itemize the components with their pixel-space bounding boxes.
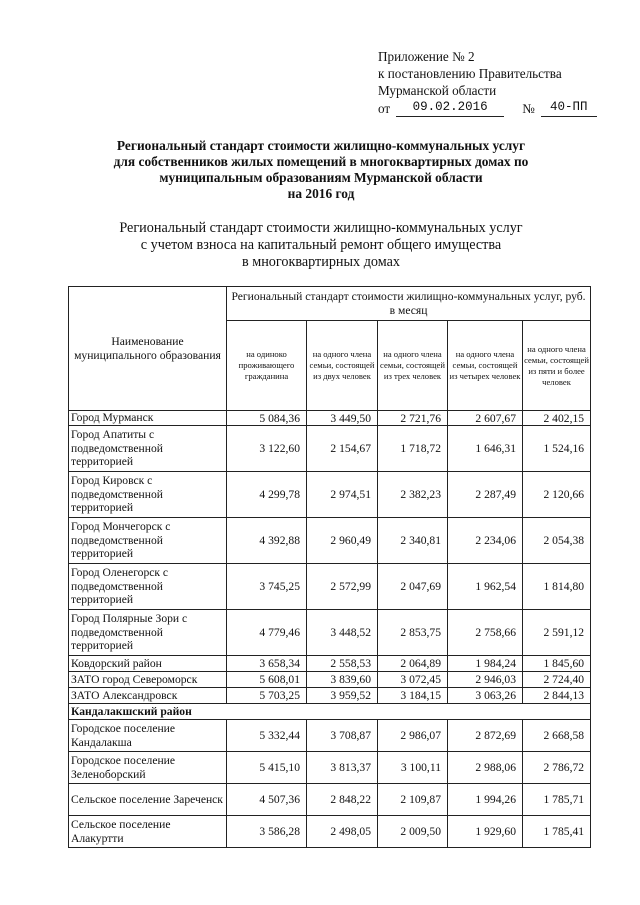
row-name: Город Апатиты с подведомственной территорией: [69, 426, 227, 472]
cell-value: 2 054,38: [523, 518, 591, 564]
header-col-two: на одного члена семьи, состоящей из двух человек: [307, 321, 378, 411]
cell-value: 2 974,51: [307, 472, 378, 518]
cell-value: 3 708,87: [307, 720, 378, 752]
row-name: Ковдорский район: [69, 656, 227, 672]
cell-value: 2 721,76: [378, 411, 448, 426]
table-row: [69, 720, 591, 752]
row-name: ЗАТО Александровск: [69, 688, 227, 704]
cell-value: 1 646,31: [448, 426, 523, 472]
document-subtitle: [70, 220, 572, 271]
table-row: [69, 610, 591, 656]
cell-value: 5 608,01: [227, 672, 307, 688]
cell-value: 2 572,99: [307, 564, 378, 610]
cell-value: 4 507,36: [227, 784, 307, 816]
cell-value: 2 064,89: [378, 656, 448, 672]
cell-value: 2 960,49: [307, 518, 378, 564]
row-name: Город Кировск с подведомственной территорией: [69, 472, 227, 518]
row-name: Городское поселение Зеленоборский: [69, 752, 227, 784]
header-col-five: на одного члена семьи, состоящей из пяти и более человек: [523, 321, 591, 411]
appendix-line1: Приложение № 2: [378, 49, 475, 64]
cell-value: 3 745,25: [227, 564, 307, 610]
cell-value: 1 524,16: [523, 426, 591, 472]
from-label: от: [378, 101, 391, 116]
row-name: ЗАТО город Североморск: [69, 672, 227, 688]
row-name: Сельское поселение Алакуртти: [69, 816, 227, 848]
table-row: [69, 426, 591, 472]
header-col-four: на одного члена семьи, состоящей из четырех человек: [448, 321, 523, 411]
cell-value: 2 382,23: [378, 472, 448, 518]
cell-value: 2 986,07: [378, 720, 448, 752]
cell-value: 2 607,67: [448, 411, 523, 426]
cell-value: 3 122,60: [227, 426, 307, 472]
group-row-kandalaksha: Кандалакшский район: [69, 704, 591, 720]
cell-value: 1 994,26: [448, 784, 523, 816]
cell-value: 2 988,06: [448, 752, 523, 784]
table-row: [69, 688, 591, 704]
cell-value: 2 558,53: [307, 656, 378, 672]
cell-value: 4 779,46: [227, 610, 307, 656]
cell-value: 1 718,72: [378, 426, 448, 472]
cell-value: 4 299,78: [227, 472, 307, 518]
cell-value: 2 498,05: [307, 816, 378, 848]
header-col-single: на одиноко проживающего гражданина: [227, 321, 307, 411]
cell-value: 2 287,49: [448, 472, 523, 518]
subtitle-line1: Региональный стандарт стоимости жилищно-коммунальных услуг: [119, 220, 523, 236]
title-line2: для собственников жилых помещений в многоквартирных домах по: [113, 154, 529, 169]
cell-value: 5 332,44: [227, 720, 307, 752]
appendix-date-row: [378, 99, 628, 117]
table-row: [69, 518, 591, 564]
cell-value: 2 668,58: [523, 720, 591, 752]
cell-value: 2 234,06: [448, 518, 523, 564]
cell-value: 2 047,69: [378, 564, 448, 610]
cell-value: 1 785,71: [523, 784, 591, 816]
cell-value: 3 448,52: [307, 610, 378, 656]
cell-value: 2 009,50: [378, 816, 448, 848]
cell-value: 5 415,10: [227, 752, 307, 784]
appendix-block: [378, 48, 628, 117]
cell-value: 2 724,40: [523, 672, 591, 688]
table-row: [69, 656, 591, 672]
appendix-line2: к постановлению Правительства: [378, 66, 562, 81]
cell-value: 1 984,24: [448, 656, 523, 672]
cell-value: 2 154,67: [307, 426, 378, 472]
decree-number: 40-ПП: [541, 99, 597, 117]
cell-value: 5 084,36: [227, 411, 307, 426]
cell-value: 2 844,13: [523, 688, 591, 704]
table-row: [69, 816, 591, 848]
cell-value: 3 063,26: [448, 688, 523, 704]
title-line1: Региональный стандарт стоимости жилищно-коммунальных услуг: [116, 138, 526, 153]
cell-value: 2 848,22: [307, 784, 378, 816]
cell-value: 2 109,87: [378, 784, 448, 816]
subtitle-line3: в многоквартирных домах: [241, 254, 401, 270]
cell-value: 2 786,72: [523, 752, 591, 784]
cell-value: 2 591,12: [523, 610, 591, 656]
cell-value: 2 872,69: [448, 720, 523, 752]
cell-value: 1 929,60: [448, 816, 523, 848]
cell-value: 3 959,52: [307, 688, 378, 704]
number-label: №: [522, 101, 535, 116]
cell-value: 2 758,66: [448, 610, 523, 656]
decree-date: 09.02.2016: [396, 99, 504, 117]
cell-value: 2 853,75: [378, 610, 448, 656]
cell-value: 3 072,45: [378, 672, 448, 688]
cell-value: 2 340,81: [378, 518, 448, 564]
subtitle-line2: с учетом взноса на капитальный ремонт общего имущества: [140, 237, 502, 253]
cell-value: 3 658,34: [227, 656, 307, 672]
title-line4: на 2016 год: [287, 186, 355, 201]
row-name: Сельское поселение Зареченск: [69, 784, 227, 816]
header-col-three: на одного члена семьи, состоящей из трех человек: [378, 321, 448, 411]
header-cost-standard: Региональный стандарт стоимости жилищно-коммунальных услуг, руб. в месяц: [227, 287, 591, 321]
cell-value: 1 814,80: [523, 564, 591, 610]
cell-value: 3 586,28: [227, 816, 307, 848]
table-group-row: [69, 704, 591, 720]
cell-value: 2 946,03: [448, 672, 523, 688]
cell-value: 1 845,60: [523, 656, 591, 672]
table-row: [69, 752, 591, 784]
cell-value: 3 184,15: [378, 688, 448, 704]
cell-value: 1 785,41: [523, 816, 591, 848]
table-row: [69, 784, 591, 816]
cost-standard-table: [68, 286, 591, 848]
table-row: [69, 672, 591, 688]
row-name: Городское поселение Кандалакша: [69, 720, 227, 752]
cell-value: 3 813,37: [307, 752, 378, 784]
title-line3: муниципальным образованиям Мурманской области: [159, 170, 483, 185]
header-municipality: Наименование муниципального образования: [69, 287, 227, 411]
document-title: [70, 138, 572, 202]
table-row: [69, 472, 591, 518]
cell-value: 3 449,50: [307, 411, 378, 426]
cell-value: 2 120,66: [523, 472, 591, 518]
row-name: Город Мончегорск с подведомственной территорией: [69, 518, 227, 564]
table-row: [69, 564, 591, 610]
cell-value: 1 962,54: [448, 564, 523, 610]
cell-value: 2 402,15: [523, 411, 591, 426]
cell-value: 3 839,60: [307, 672, 378, 688]
appendix-line3: Мурманской области: [378, 83, 497, 98]
row-name: Город Мурманск: [69, 411, 227, 426]
row-name: Город Оленегорск с подведомственной территорией: [69, 564, 227, 610]
cell-value: 3 100,11: [378, 752, 448, 784]
cell-value: 4 392,88: [227, 518, 307, 564]
table-row: [69, 411, 591, 426]
row-name: Город Полярные Зори с подведомственной территорией: [69, 610, 227, 656]
cell-value: 5 703,25: [227, 688, 307, 704]
